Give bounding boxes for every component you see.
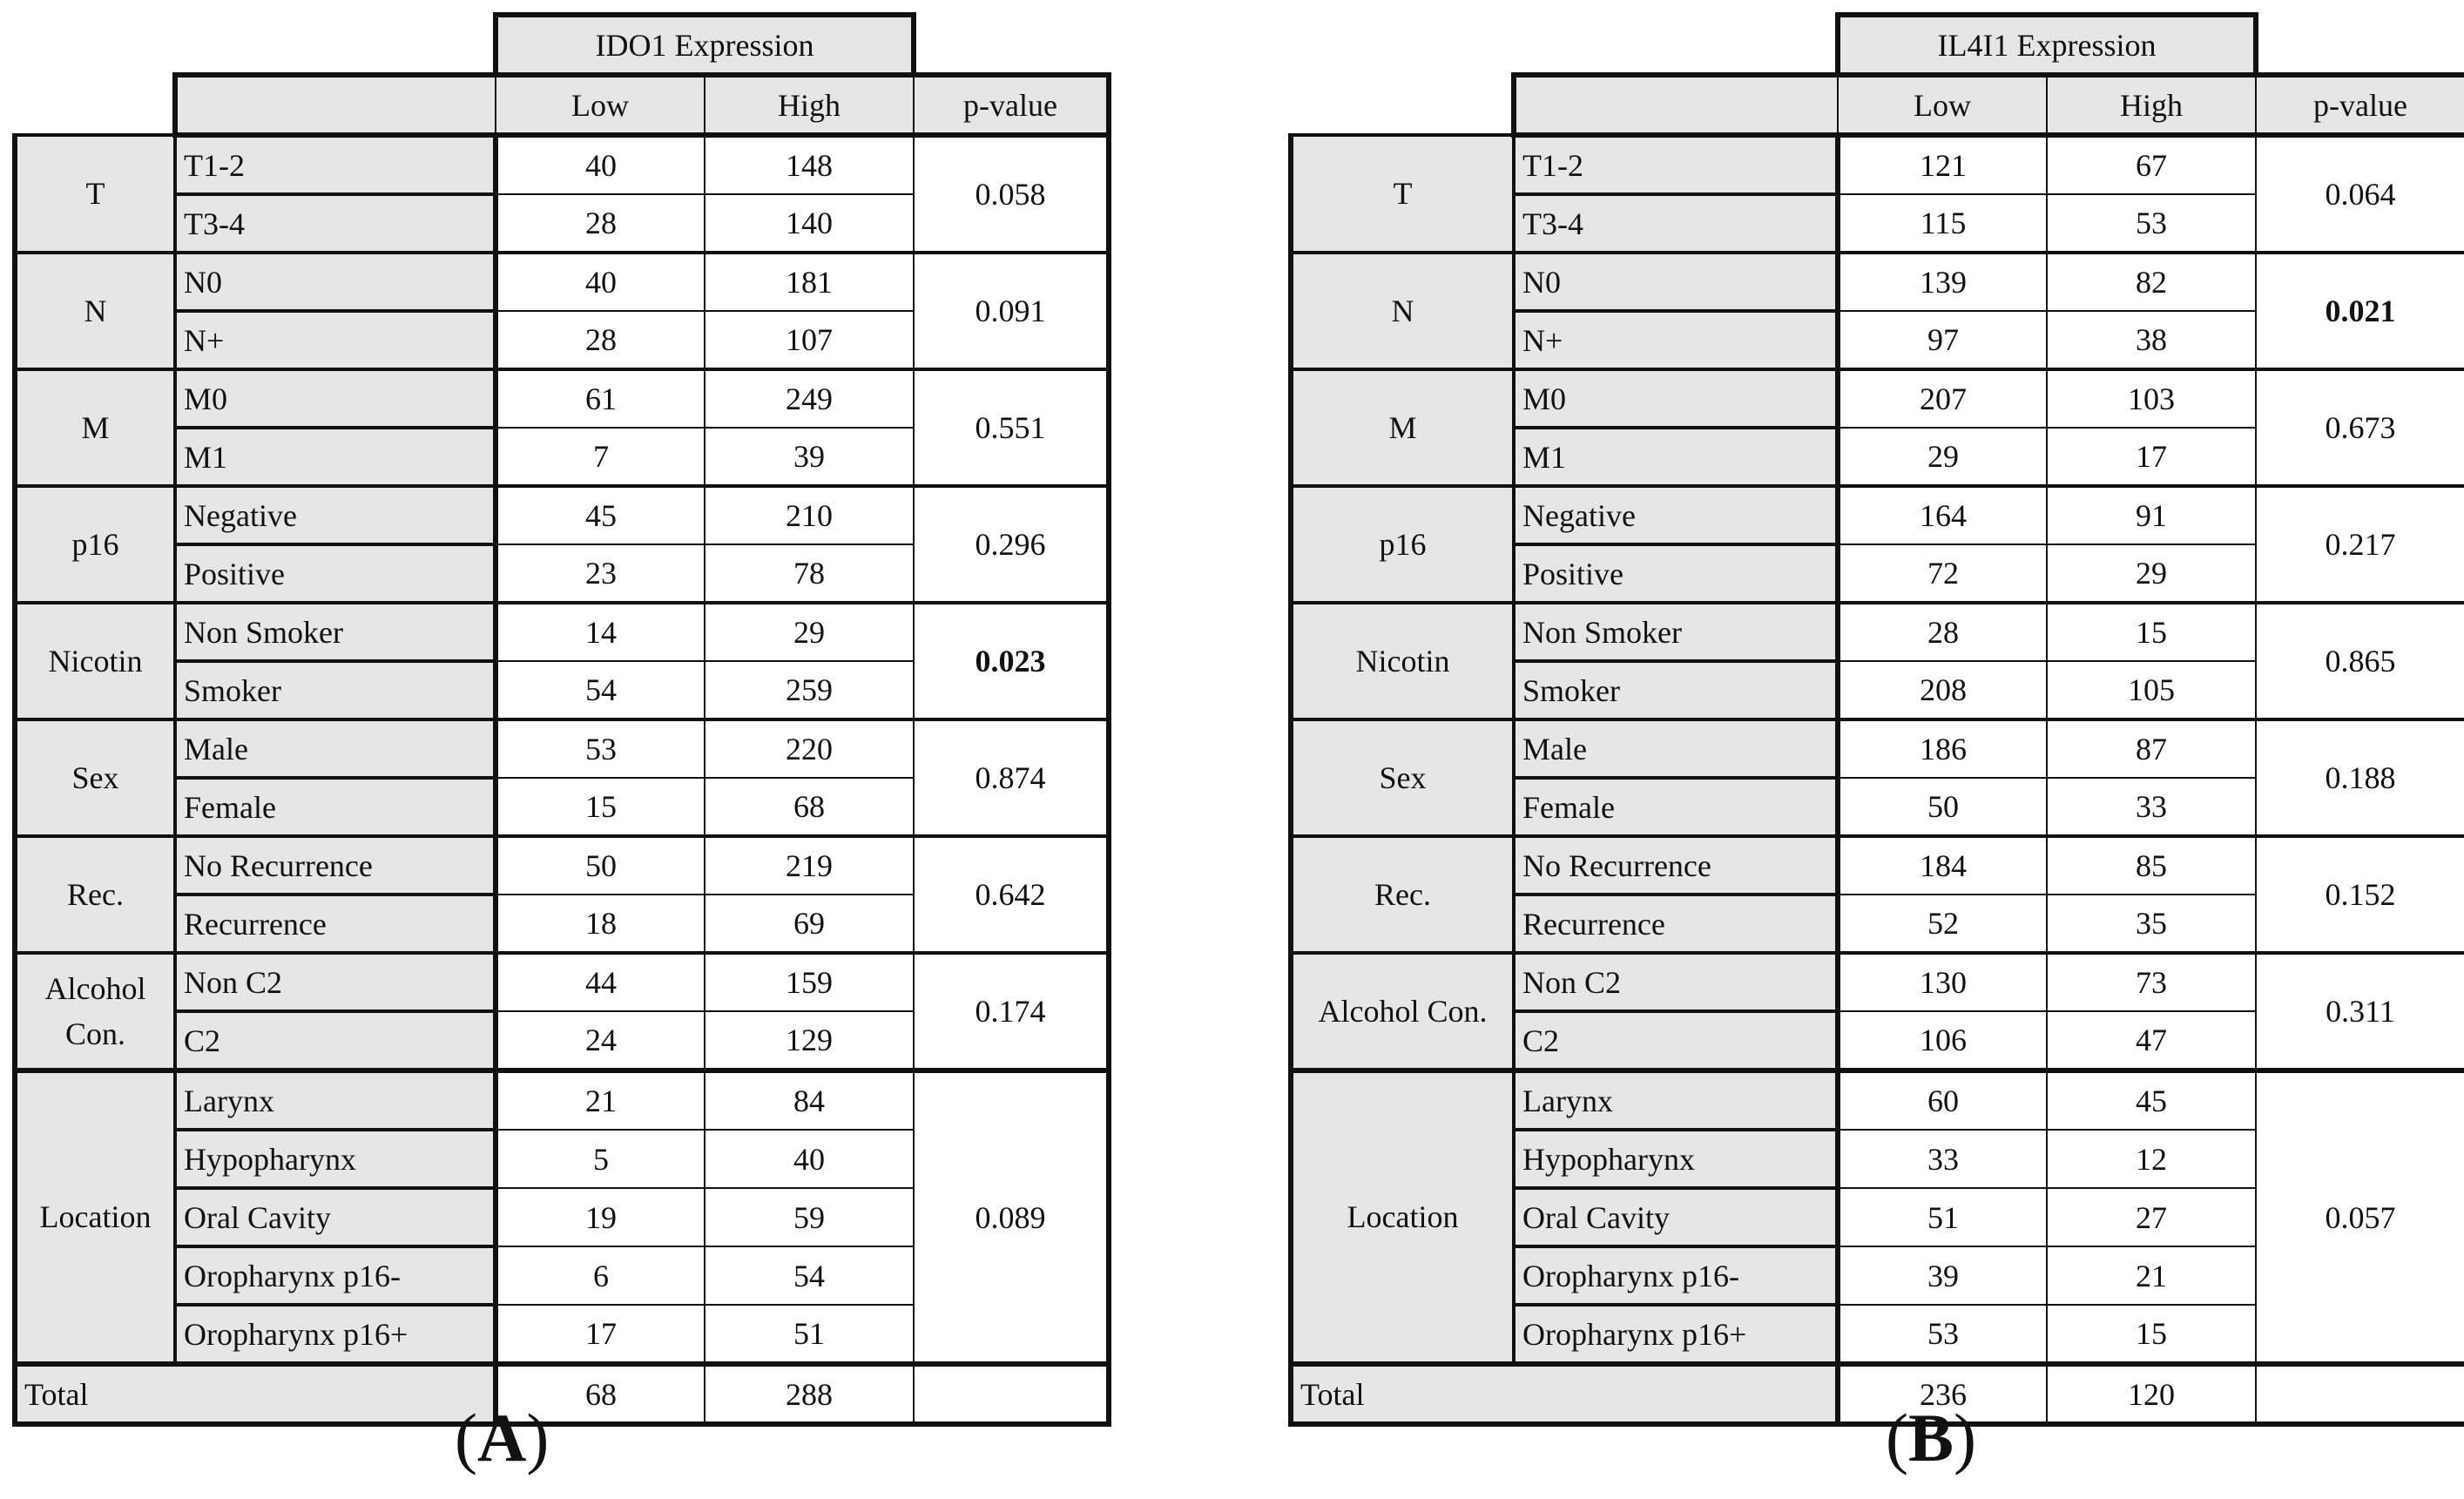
- subgroup-label: T1-2: [1514, 135, 1838, 194]
- column-header-pvalue: p-value: [2256, 75, 2464, 135]
- p-value: 0.673: [2256, 369, 2464, 486]
- il4i1-table: [1288, 12, 2464, 1427]
- expression-header: IDO1 Expression: [496, 15, 914, 75]
- column-header-empty: [1514, 75, 1838, 135]
- table-row: [15, 719, 1109, 778]
- table-row: [1291, 719, 2464, 778]
- high-count: 84: [705, 1070, 914, 1130]
- ido1-table: [12, 12, 1111, 1427]
- subgroup-label: Non Smoker: [1514, 603, 1838, 661]
- column-header-low: Low: [496, 75, 705, 135]
- subgroup-label: Oral Cavity: [1514, 1188, 1838, 1246]
- table-row: [15, 253, 1109, 311]
- column-header-pvalue: p-value: [914, 75, 1109, 135]
- category-label: Location: [15, 1070, 175, 1364]
- high-count: 159: [705, 953, 914, 1011]
- low-count: 207: [1838, 369, 2047, 428]
- low-count: 184: [1838, 836, 2047, 895]
- high-count: 68: [705, 778, 914, 836]
- high-count: 73: [2047, 953, 2256, 1011]
- subgroup-label: Male: [175, 719, 496, 778]
- high-count: 249: [705, 369, 914, 428]
- column-header-spacer: [1291, 75, 1514, 135]
- table-row: [1291, 486, 2464, 544]
- category-label: Rec.: [15, 836, 175, 953]
- subgroup-label: N+: [175, 311, 496, 369]
- category-label: Rec.: [1291, 836, 1514, 953]
- subgroup-label: Non C2: [1514, 953, 1838, 1011]
- table-row: [1291, 369, 2464, 428]
- il4i1-table-body: [1291, 15, 2464, 1424]
- subgroup-label: N0: [175, 253, 496, 311]
- low-count: 60: [1838, 1070, 2047, 1130]
- subgroup-label: N+: [1514, 311, 1838, 369]
- category-label: Location: [1291, 1070, 1514, 1364]
- table-row: [1291, 253, 2464, 311]
- category-label: Alcohol Con.: [15, 953, 175, 1070]
- total-row: [15, 1364, 1109, 1424]
- low-count: 61: [496, 369, 705, 428]
- low-count: 130: [1838, 953, 2047, 1011]
- low-count: 50: [496, 836, 705, 895]
- subgroup-label: Recurrence: [175, 895, 496, 953]
- column-header-empty: [175, 75, 496, 135]
- p-value: 0.642: [914, 836, 1109, 953]
- total-high: 288: [705, 1364, 914, 1424]
- header-row: [1291, 15, 2464, 75]
- table-row: [15, 836, 1109, 895]
- category-label: T: [1291, 135, 1514, 253]
- column-header-high: High: [705, 75, 914, 135]
- high-count: 219: [705, 836, 914, 895]
- high-count: 85: [2047, 836, 2256, 895]
- high-count: 87: [2047, 719, 2256, 778]
- table-row: [1291, 1070, 2464, 1130]
- high-count: 220: [705, 719, 914, 778]
- subgroup-label: Hypopharynx: [175, 1130, 496, 1188]
- panel-label-a: (A): [455, 1400, 550, 1475]
- high-count: 82: [2047, 253, 2256, 311]
- subgroup-label: Female: [1514, 778, 1838, 836]
- table-row: [1291, 135, 2464, 194]
- high-count: 107: [705, 311, 914, 369]
- total-label: Total: [15, 1364, 496, 1424]
- table-row: [15, 135, 1109, 194]
- p-value: 0.152: [2256, 836, 2464, 953]
- column-header-high: High: [2047, 75, 2256, 135]
- high-count: 35: [2047, 895, 2256, 953]
- subgroup-label: Negative: [175, 486, 496, 544]
- total-pvalue: [914, 1364, 1109, 1424]
- header-spacer: [2256, 15, 2464, 75]
- subgroup-label: Hypopharynx: [1514, 1130, 1838, 1188]
- p-value: 0.057: [2256, 1070, 2464, 1364]
- table-row: [15, 953, 1109, 1011]
- low-count: 24: [496, 1011, 705, 1070]
- low-count: 17: [496, 1305, 705, 1364]
- high-count: 181: [705, 253, 914, 311]
- low-count: 208: [1838, 661, 2047, 719]
- subgroup-label: T3-4: [1514, 194, 1838, 253]
- category-label: T: [15, 135, 175, 253]
- subgroup-label: Positive: [175, 544, 496, 603]
- low-count: 54: [496, 661, 705, 719]
- high-count: 29: [705, 603, 914, 661]
- p-value: 0.023: [914, 603, 1109, 719]
- subgroup-label: Oral Cavity: [175, 1188, 496, 1246]
- high-count: 15: [2047, 1305, 2256, 1364]
- category-label: Alcohol Con.: [1291, 953, 1514, 1070]
- subgroup-label: T1-2: [175, 135, 496, 194]
- category-label: Sex: [15, 719, 175, 836]
- low-count: 33: [1838, 1130, 2047, 1188]
- high-count: 38: [2047, 311, 2256, 369]
- column-header-low: Low: [1838, 75, 2047, 135]
- subgroup-label: Female: [175, 778, 496, 836]
- high-count: 12: [2047, 1130, 2256, 1188]
- subgroup-label: Male: [1514, 719, 1838, 778]
- subgroup-label: M1: [1514, 428, 1838, 486]
- high-count: 59: [705, 1188, 914, 1246]
- subgroup-label: M0: [175, 369, 496, 428]
- p-value: 0.874: [914, 719, 1109, 836]
- low-count: 18: [496, 895, 705, 953]
- low-count: 21: [496, 1070, 705, 1130]
- header-spacer: [15, 15, 496, 75]
- panel-label-b: (B): [1886, 1400, 1976, 1475]
- low-count: 97: [1838, 311, 2047, 369]
- high-count: 33: [2047, 778, 2256, 836]
- total-low: 68: [496, 1364, 705, 1424]
- total-row: [1291, 1364, 2464, 1424]
- low-count: 14: [496, 603, 705, 661]
- low-count: 72: [1838, 544, 2047, 603]
- p-value: 0.174: [914, 953, 1109, 1070]
- high-count: 51: [705, 1305, 914, 1364]
- subgroup-label: Positive: [1514, 544, 1838, 603]
- total-high: 120: [2047, 1364, 2256, 1424]
- subgroup-label: Oropharynx p16-: [1514, 1246, 1838, 1305]
- subgroup-label: Smoker: [175, 661, 496, 719]
- high-count: 15: [2047, 603, 2256, 661]
- category-label: N: [15, 253, 175, 369]
- low-count: 29: [1838, 428, 2047, 486]
- subgroup-label: C2: [175, 1011, 496, 1070]
- table-row: [1291, 953, 2464, 1011]
- p-value: 0.058: [914, 135, 1109, 253]
- subgroup-label: N0: [1514, 253, 1838, 311]
- total-label: Total: [1291, 1364, 1838, 1424]
- high-count: 21: [2047, 1246, 2256, 1305]
- high-count: 210: [705, 486, 914, 544]
- high-count: 54: [705, 1246, 914, 1305]
- low-count: 186: [1838, 719, 2047, 778]
- subgroup-label: Larynx: [175, 1070, 496, 1130]
- category-label: Nicotin: [15, 603, 175, 719]
- expression-header: IL4I1 Expression: [1838, 15, 2256, 75]
- subgroup-label: Larynx: [1514, 1070, 1838, 1130]
- p-value: 0.311: [2256, 953, 2464, 1070]
- low-count: 28: [1838, 603, 2047, 661]
- category-label: M: [15, 369, 175, 486]
- low-count: 115: [1838, 194, 2047, 253]
- category-label: Nicotin: [1291, 603, 1514, 719]
- high-count: 67: [2047, 135, 2256, 194]
- total-pvalue: [2256, 1364, 2464, 1424]
- low-count: 53: [1838, 1305, 2047, 1364]
- table-row: [1291, 603, 2464, 661]
- low-count: 40: [496, 253, 705, 311]
- high-count: 105: [2047, 661, 2256, 719]
- high-count: 78: [705, 544, 914, 603]
- low-count: 164: [1838, 486, 2047, 544]
- p-value: 0.021: [2256, 253, 2464, 369]
- subgroup-label: Oropharynx p16-: [175, 1246, 496, 1305]
- column-header-row: [1291, 75, 2464, 135]
- subgroup-label: Oropharynx p16+: [175, 1305, 496, 1364]
- high-count: 40: [705, 1130, 914, 1188]
- subgroup-label: Non Smoker: [175, 603, 496, 661]
- high-count: 140: [705, 194, 914, 253]
- subgroup-label: M1: [175, 428, 496, 486]
- high-count: 103: [2047, 369, 2256, 428]
- high-count: 45: [2047, 1070, 2256, 1130]
- low-count: 40: [496, 135, 705, 194]
- low-count: 51: [1838, 1188, 2047, 1246]
- low-count: 39: [1838, 1246, 2047, 1305]
- high-count: 53: [2047, 194, 2256, 253]
- high-count: 69: [705, 895, 914, 953]
- column-header-spacer: [15, 75, 175, 135]
- category-label: N: [1291, 253, 1514, 369]
- header-spacer: [1291, 15, 1838, 75]
- category-label: p16: [15, 486, 175, 603]
- table-row: [15, 1070, 1109, 1130]
- p-value: 0.064: [2256, 135, 2464, 253]
- p-value: 0.091: [914, 253, 1109, 369]
- high-count: 39: [705, 428, 914, 486]
- low-count: 53: [496, 719, 705, 778]
- subgroup-label: Recurrence: [1514, 895, 1838, 953]
- p-value: 0.551: [914, 369, 1109, 486]
- low-count: 15: [496, 778, 705, 836]
- low-count: 139: [1838, 253, 2047, 311]
- category-label: Sex: [1291, 719, 1514, 836]
- low-count: 23: [496, 544, 705, 603]
- low-count: 106: [1838, 1011, 2047, 1070]
- high-count: 91: [2047, 486, 2256, 544]
- high-count: 129: [705, 1011, 914, 1070]
- low-count: 19: [496, 1188, 705, 1246]
- total-low: 236: [1838, 1364, 2047, 1424]
- subgroup-label: M0: [1514, 369, 1838, 428]
- high-count: 259: [705, 661, 914, 719]
- header-row: [15, 15, 1109, 75]
- low-count: 7: [496, 428, 705, 486]
- subgroup-label: Non C2: [175, 953, 496, 1011]
- low-count: 28: [496, 311, 705, 369]
- low-count: 44: [496, 953, 705, 1011]
- table-row: [15, 369, 1109, 428]
- low-count: 50: [1838, 778, 2047, 836]
- table-row: [15, 486, 1109, 544]
- subgroup-label: Oropharynx p16+: [1514, 1305, 1838, 1364]
- header-spacer: [914, 15, 1109, 75]
- low-count: 5: [496, 1130, 705, 1188]
- subgroup-label: No Recurrence: [175, 836, 496, 895]
- column-header-row: [15, 75, 1109, 135]
- high-count: 29: [2047, 544, 2256, 603]
- table-row: [15, 603, 1109, 661]
- ido1-table-body: [15, 15, 1109, 1424]
- low-count: 121: [1838, 135, 2047, 194]
- high-count: 17: [2047, 428, 2256, 486]
- high-count: 148: [705, 135, 914, 194]
- low-count: 45: [496, 486, 705, 544]
- low-count: 52: [1838, 895, 2047, 953]
- subgroup-label: No Recurrence: [1514, 836, 1838, 895]
- p-value: 0.089: [914, 1070, 1109, 1364]
- p-value: 0.188: [2256, 719, 2464, 836]
- subgroup-label: Smoker: [1514, 661, 1838, 719]
- category-label: M: [1291, 369, 1514, 486]
- subgroup-label: Negative: [1514, 486, 1838, 544]
- low-count: 6: [496, 1246, 705, 1305]
- p-value: 0.217: [2256, 486, 2464, 603]
- high-count: 47: [2047, 1011, 2256, 1070]
- table-row: [1291, 836, 2464, 895]
- subgroup-label: T3-4: [175, 194, 496, 253]
- category-label: p16: [1291, 486, 1514, 603]
- subgroup-label: C2: [1514, 1011, 1838, 1070]
- p-value: 0.865: [2256, 603, 2464, 719]
- high-count: 27: [2047, 1188, 2256, 1246]
- low-count: 28: [496, 194, 705, 253]
- p-value: 0.296: [914, 486, 1109, 603]
